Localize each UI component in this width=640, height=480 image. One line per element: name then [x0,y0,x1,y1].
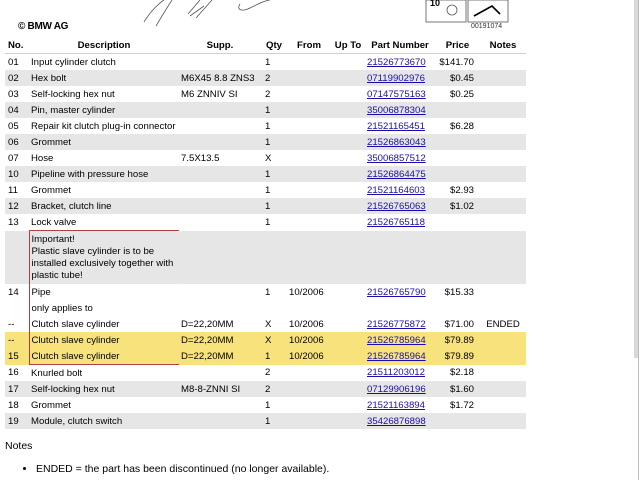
row-quantity: X [261,332,287,348]
row-from-date [287,397,331,413]
row-upto-date [331,332,365,348]
row-supplement [179,54,261,71]
row-quantity: X [261,316,287,332]
row-number: 05 [5,118,29,134]
row-description: Self-locking hex nut [29,86,179,102]
row-notes [480,182,526,198]
row-notes [480,70,526,86]
row-notes [480,150,526,166]
part-number-link[interactable]: 21526775872 [367,318,426,330]
row-notes [480,397,526,413]
table-row [5,231,526,285]
row-from-date [287,182,331,198]
table-row [5,182,526,198]
row-supplement: D=22,20MM [179,332,261,348]
table-row [5,198,526,214]
row-from-date [287,381,331,397]
row-price [435,166,480,182]
col-header-from: From [287,37,331,54]
row-supplement: D=22,20MM [179,316,261,332]
row-notes [480,381,526,397]
row-part-number [365,231,435,285]
row-part-number [365,381,435,397]
row-from-date: 10/2006 [287,284,331,300]
row-description: Pipeline with pressure hose [29,166,179,182]
row-notes [480,54,526,71]
row-supplement [179,102,261,118]
row-part-number [365,118,435,134]
row-from-date: 10/2006 [287,316,331,332]
row-price [435,413,480,429]
row-supplement [179,198,261,214]
row-notes [480,413,526,429]
part-number-link[interactable]: 35006857512 [367,152,426,164]
col-header-no: No. [5,37,29,54]
row-upto-date [331,102,365,118]
row-quantity: 2 [261,365,287,382]
row-supplement: M6X45 8.8 ZNS3 [179,70,261,86]
row-price: $15.33 [435,284,480,300]
row-description: Grommet [29,182,179,198]
row-description: Bracket, clutch line [29,198,179,214]
row-number: 18 [5,397,29,413]
row-price [435,214,480,231]
row-quantity: 2 [261,381,287,397]
table-row [5,70,526,86]
row-part-number [365,397,435,413]
row-description: Grommet [29,397,179,413]
row-upto-date [331,134,365,150]
part-number-link[interactable]: 21526773670 [367,56,426,68]
row-description [29,231,179,285]
row-number: 17 [5,381,29,397]
diagram-drawing [0,0,526,36]
row-price: $2.18 [435,365,480,382]
col-header-notes: Notes [480,37,526,54]
row-part-number [365,214,435,231]
parts-diagram [0,0,526,36]
row-supplement: M6 ZNNIV SI [179,86,261,102]
row-quantity [261,300,287,316]
table-body [5,54,526,430]
table-row [5,397,526,413]
row-price [435,134,480,150]
row-notes [480,332,526,348]
row-price [435,150,480,166]
row-description: Lock valve [29,214,179,231]
notes-list [22,463,329,475]
row-part-number [365,332,435,348]
row-price: $2.93 [435,182,480,198]
row-from-date: 10/2006 [287,332,331,348]
row-supplement [179,413,261,429]
row-quantity: 1 [261,182,287,198]
row-description: Repair kit clutch plug-in connector [29,118,179,134]
table-row [5,214,526,231]
col-header-part-number: Part Number [365,37,435,54]
row-description: Input cylinder clutch [29,54,179,71]
row-part-number [365,316,435,332]
row-part-number [365,86,435,102]
row-supplement [179,134,261,150]
row-supplement [179,231,261,285]
row-upto-date [331,365,365,382]
table-header [5,37,526,54]
row-upto-date [331,284,365,300]
row-part-number [365,284,435,300]
row-part-number [365,413,435,429]
part-number-link[interactable]: 21521164603 [367,184,425,196]
row-number: 06 [5,134,29,150]
col-header-supp: Supp. [179,37,261,54]
table-row [5,166,526,182]
table-row [5,413,526,429]
important-note: Important! Plastic slave cylinder is to be installed exclusively together with plastic tube! [31,233,174,281]
table-row [5,316,526,332]
part-number-link[interactable]: 35006878304 [367,104,426,116]
row-upto-date [331,397,365,413]
row-description: Knurled bolt [29,365,179,382]
table-row [5,332,526,348]
row-price [435,300,480,316]
col-header-description: Description [29,37,179,54]
part-number-link[interactable]: 21526785964 [367,334,426,346]
row-supplement [179,118,261,134]
part-number-link[interactable]: 21521163894 [367,399,425,411]
row-upto-date [331,166,365,182]
row-number: 02 [5,70,29,86]
table-row [5,381,526,397]
row-quantity: 1 [261,413,287,429]
row-quantity: X [261,150,287,166]
row-from-date [287,300,331,316]
row-part-number [365,198,435,214]
part-number-link[interactable]: 21511203012 [367,367,425,379]
row-description: only applies to [29,300,179,316]
row-number: 15 [5,348,29,365]
part-number-link[interactable]: 07147575163 [367,88,426,100]
row-price: $141.70 [435,54,480,71]
part-number-link[interactable]: 35426876898 [367,415,426,427]
row-quantity: 2 [261,86,287,102]
table-row [5,102,526,118]
col-header-upto: Up To [331,37,365,54]
row-price: $0.45 [435,70,480,86]
row-number: 13 [5,214,29,231]
row-from-date [287,198,331,214]
row-quantity: 1 [261,166,287,182]
row-number [5,231,29,285]
row-number: 01 [5,54,29,71]
row-number: 19 [5,413,29,429]
row-description: Pin, master cylinder [29,102,179,118]
row-part-number [365,134,435,150]
table-row [5,86,526,102]
row-notes [480,300,526,316]
row-upto-date [331,348,365,365]
row-price: $1.60 [435,381,480,397]
row-from-date [287,70,331,86]
table-row [5,150,526,166]
row-part-number [365,70,435,86]
row-quantity: 2 [261,70,287,86]
part-number-link[interactable]: 21526765063 [367,200,426,212]
row-upto-date [331,182,365,198]
row-quantity [261,231,287,285]
row-supplement [179,214,261,231]
row-from-date [287,134,331,150]
row-supplement: 7.5X13.5 [179,150,261,166]
row-supplement: D=22,20MM [179,348,261,365]
row-quantity: 1 [261,102,287,118]
row-description: Pipe [29,284,179,300]
table-row [5,118,526,134]
col-header-qty: Qty [261,37,287,54]
row-part-number [365,54,435,71]
row-upto-date [331,214,365,231]
row-upto-date [331,413,365,429]
row-number: 16 [5,365,29,382]
part-number-link[interactable]: 07129906196 [367,383,426,395]
part-number-link[interactable]: 21526864475 [367,168,426,180]
copyright-label: © BMW AG [18,21,69,32]
row-notes [480,214,526,231]
row-supplement [179,284,261,300]
row-price: $1.72 [435,397,480,413]
row-supplement [179,182,261,198]
row-quantity: 1 [261,198,287,214]
table-row [5,284,526,300]
row-number: 03 [5,86,29,102]
row-notes [480,166,526,182]
part-number-link[interactable]: 21526785964 [367,350,426,362]
row-upto-date [331,86,365,102]
row-description: Self-locking hex nut [29,381,179,397]
row-notes [480,198,526,214]
row-price: $79.89 [435,348,480,365]
row-upto-date [331,381,365,397]
row-supplement: M8-8-ZNNI SI [179,381,261,397]
row-description: Clutch slave cylinder [29,348,179,365]
table-row [5,300,526,316]
part-number-link[interactable]: 21526765790 [367,286,426,298]
row-number: 14 [5,284,29,300]
row-upto-date [331,150,365,166]
row-price: $1.02 [435,198,480,214]
row-notes [480,284,526,300]
row-number: 07 [5,150,29,166]
notes-item: • ENDED = the part has been discontinued (no longer available). [36,463,329,475]
row-notes [480,231,526,285]
part-number-link[interactable]: 07119902976 [367,72,425,84]
row-supplement [179,397,261,413]
row-from-date [287,102,331,118]
row-price [435,102,480,118]
window-edge-divider [638,0,639,480]
diagram-code: 00191074 [471,23,503,30]
row-part-number [365,182,435,198]
row-upto-date [331,300,365,316]
part-number-link[interactable]: 21521165451 [367,120,425,132]
row-from-date [287,166,331,182]
row-from-date [287,150,331,166]
row-from-date [287,214,331,231]
row-from-date [287,118,331,134]
row-price [435,231,480,285]
row-part-number [365,365,435,382]
row-upto-date [331,316,365,332]
row-quantity: 1 [261,134,287,150]
row-number [5,300,29,316]
row-notes [480,348,526,365]
row-number: -- [5,316,29,332]
row-quantity: 1 [261,348,287,365]
row-notes [480,102,526,118]
row-description: Hex bolt [29,70,179,86]
row-part-number [365,150,435,166]
row-from-date [287,86,331,102]
table-row [5,348,526,365]
row-notes [480,134,526,150]
row-supplement [179,365,261,382]
row-description: Hose [29,150,179,166]
row-number: 04 [5,102,29,118]
row-part-number [365,348,435,365]
row-from-date: 10/2006 [287,348,331,365]
row-price: $79.89 [435,332,480,348]
row-notes [480,365,526,382]
row-price: $71.00 [435,316,480,332]
table-row [5,365,526,382]
row-part-number [365,166,435,182]
row-description: Clutch slave cylinder [29,332,179,348]
header-row [5,37,526,54]
row-quantity: 1 [261,54,287,71]
row-upto-date [331,118,365,134]
row-from-date [287,365,331,382]
row-quantity: 1 [261,214,287,231]
parts-table [5,37,526,429]
row-from-date [287,54,331,71]
row-notes [480,118,526,134]
row-description: Grommet [29,134,179,150]
row-quantity: 1 [261,118,287,134]
part-number-link[interactable]: 21526863043 [367,136,426,148]
row-number: 11 [5,182,29,198]
row-number: 12 [5,198,29,214]
row-quantity: 1 [261,284,287,300]
row-quantity: 1 [261,397,287,413]
table-row [5,134,526,150]
row-upto-date [331,231,365,285]
row-description: Module, clutch switch [29,413,179,429]
notes-heading: Notes [5,440,33,452]
row-number: 10 [5,166,29,182]
table-row [5,54,526,71]
col-header-price: Price [435,37,480,54]
row-supplement [179,300,261,316]
row-notes: ENDED [480,316,526,332]
part-number-link[interactable]: 21526765118 [367,216,425,228]
row-number: -- [5,332,29,348]
row-part-number [365,102,435,118]
callout-number: 10 [430,0,441,8]
row-upto-date [331,198,365,214]
row-upto-date [331,54,365,71]
row-part-number [365,300,435,316]
row-notes [480,86,526,102]
row-from-date [287,413,331,429]
row-supplement [179,166,261,182]
row-description: Clutch slave cylinder [29,316,179,332]
row-from-date [287,231,331,285]
row-price: $0.25 [435,86,480,102]
row-price: $6.28 [435,118,480,134]
row-upto-date [331,70,365,86]
